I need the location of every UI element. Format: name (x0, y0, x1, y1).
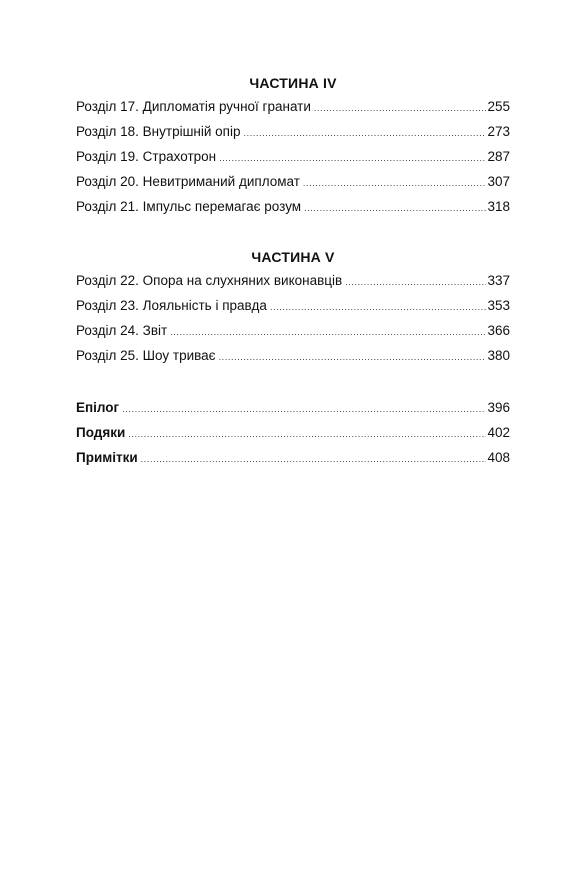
toc-entry-page: 408 (487, 450, 510, 465)
toc-entry-page: 366 (487, 323, 510, 338)
part-v-section (76, 246, 510, 368)
part-title: ЧАСТИНА IV (249, 75, 337, 91)
back-matter-section (76, 395, 510, 470)
toc-entry-page: 287 (487, 149, 510, 164)
toc-entry (76, 420, 510, 445)
dot-leader (244, 121, 487, 146)
dot-leader (270, 295, 487, 320)
toc-entry-label: Розділ 25. Шоу триває (76, 348, 216, 363)
toc-entry-label: Розділ 21. Імпульс перемагає розум (76, 199, 302, 214)
toc-entry-label: Подяки (76, 425, 126, 440)
toc-entry-label: Епілог (76, 400, 120, 415)
dot-leader (141, 447, 487, 472)
toc-entry-page: 318 (487, 199, 510, 214)
toc-entry-page: 255 (487, 99, 510, 114)
toc-entry (76, 268, 510, 293)
toc-entry-page: 337 (487, 273, 510, 288)
toc-entry (76, 343, 510, 368)
toc-entry-label: Розділ 20. Невитриманий дипломат (76, 174, 300, 189)
toc-entry (76, 445, 510, 470)
toc-entry-page: 353 (487, 298, 510, 313)
toc-entry (76, 395, 510, 420)
toc-entry (76, 119, 510, 144)
dot-leader (303, 171, 487, 196)
dot-leader (345, 270, 486, 295)
dot-leader (314, 96, 487, 121)
dot-leader (128, 422, 486, 447)
toc-entry (76, 94, 510, 119)
toc-entry-label: Розділ 24. Звіт (76, 323, 168, 338)
toc-entry (76, 144, 510, 169)
toc-entry (76, 169, 510, 194)
dot-leader (304, 196, 486, 221)
dot-leader (219, 345, 487, 370)
toc-entry-page: 380 (487, 348, 510, 363)
part-title: ЧАСТИНА V (251, 249, 335, 265)
toc-entry-page: 273 (487, 124, 510, 139)
toc-entry-label: Розділ 23. Лояльність і правда (76, 298, 267, 313)
dot-leader (219, 146, 486, 171)
toc-entry-page: 396 (487, 400, 510, 415)
toc-entry-label: Розділ 17. Дипломатія ручної гранати (76, 99, 311, 114)
toc-entry-label: Розділ 18. Внутрішній опір (76, 124, 241, 139)
toc-entry (76, 194, 510, 219)
toc-entry (76, 293, 510, 318)
table-of-contents (76, 72, 510, 497)
part-iv-section (76, 72, 510, 219)
toc-entry-label: Розділ 22. Опора на слухняних виконавців (76, 273, 343, 288)
toc-entry-page: 307 (487, 174, 510, 189)
dot-leader (170, 320, 486, 345)
toc-entry-label: Примітки (76, 450, 138, 465)
dot-leader (122, 397, 486, 422)
toc-entry (76, 318, 510, 343)
toc-entry-page: 402 (487, 425, 510, 440)
toc-entry-label: Розділ 19. Страхотрон (76, 149, 217, 164)
